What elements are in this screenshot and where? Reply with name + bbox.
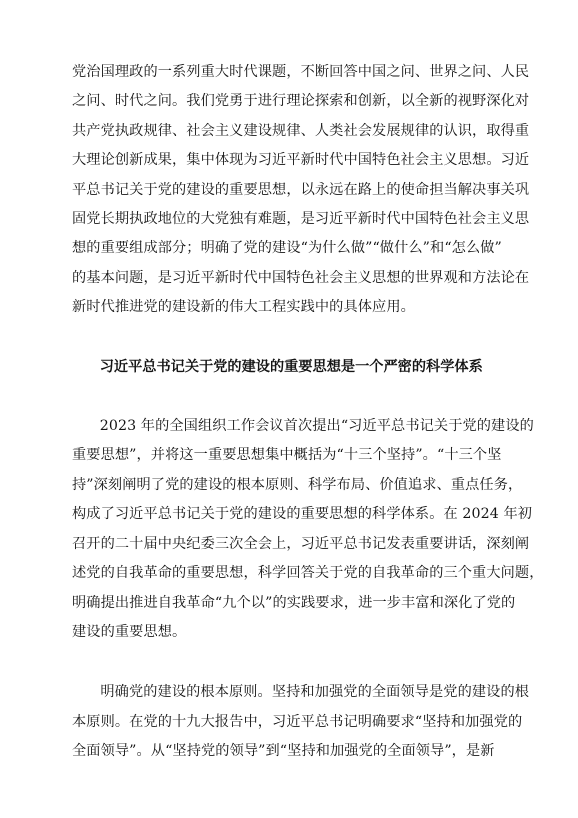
text-line: 大理论创新成果，集中体现为习近平新时代中国特色社会主义思想。习近: [72, 152, 530, 169]
paragraph-3: [72, 678, 530, 766]
text-line: 建设的重要思想。: [72, 623, 187, 640]
text-line: 之问、时代之问。我们党勇于进行理论探索和创新，以全新的视野深化对: [72, 93, 530, 110]
text-line: 共产党执政规律、社会主义建设规律、人类社会发展规律的认识，取得重: [72, 122, 530, 139]
paragraph-1: [72, 58, 530, 323]
text-line: 全面领导”。从“坚持党的领导”到“坚持和加强党的全面领导”，是新: [72, 743, 495, 760]
text-line: 党治国理政的一系列重大时代课题，不断回答中国之问、世界之问、人民: [72, 64, 530, 80]
text-line: 平总书记关于党的建设的重要思想，以永远在路上的使命担当解决事关巩: [72, 181, 530, 198]
text-line: 述党的自我革命的重要思想，科学回答关于党的自我革命的三个重大问题，: [72, 565, 544, 582]
section-heading: 习近平总书记关于党的建设的重要思想是一个严密的科学体系: [99, 358, 483, 375]
text-line: 明确党的建设的根本原则。坚持和加强党的全面领导是党的建设的根: [100, 684, 530, 701]
document-page: [72, 58, 544, 767]
text-line: 明确提出推进自我革命“九个以”的实践要求，进一步丰富和深化了党的: [72, 594, 516, 611]
spacer: [72, 382, 518, 412]
spacer: [72, 323, 518, 353]
text-line: 新时代推进党的建设新的伟大工程实践中的具体应用。: [72, 299, 415, 316]
spacer: [72, 647, 518, 678]
text-line: 重要思想”，并将这一重要思想集中概括为“十三个坚持”。“十三个坚: [72, 447, 502, 464]
text-line: 构成了习近平总书记关于党的建设的重要思想的科学体系。在 2024 年初: [72, 506, 533, 523]
text-line: 的基本问题，是习近平新时代中国特色社会主义思想的世界观和方法论在: [72, 269, 530, 286]
text-line: 固党长期执政地位的大党独有难题，是习近平新时代中国特色社会主义思: [72, 211, 530, 228]
text-line: 想的重要组成部分；明确了党的建设“为什么做”“做什么”和“怎么做”: [72, 240, 502, 257]
text-line: 召开的二十届中央纪委三次全会上，习近平总书记发表重要讲话，深刻阐: [72, 535, 530, 552]
text-line: 持”深刻阐明了党的建设的根本原则、科学布局、价值追求、重点任务，: [72, 476, 523, 493]
paragraph-2: [72, 412, 544, 647]
text-line: 2023 年的全国组织工作会议首次提出“习近平总书记关于党的建设的: [99, 418, 534, 435]
text-line: 本原则。在党的十九大报告中，习近平总书记明确要求“坚持和加强党的: [72, 713, 523, 730]
